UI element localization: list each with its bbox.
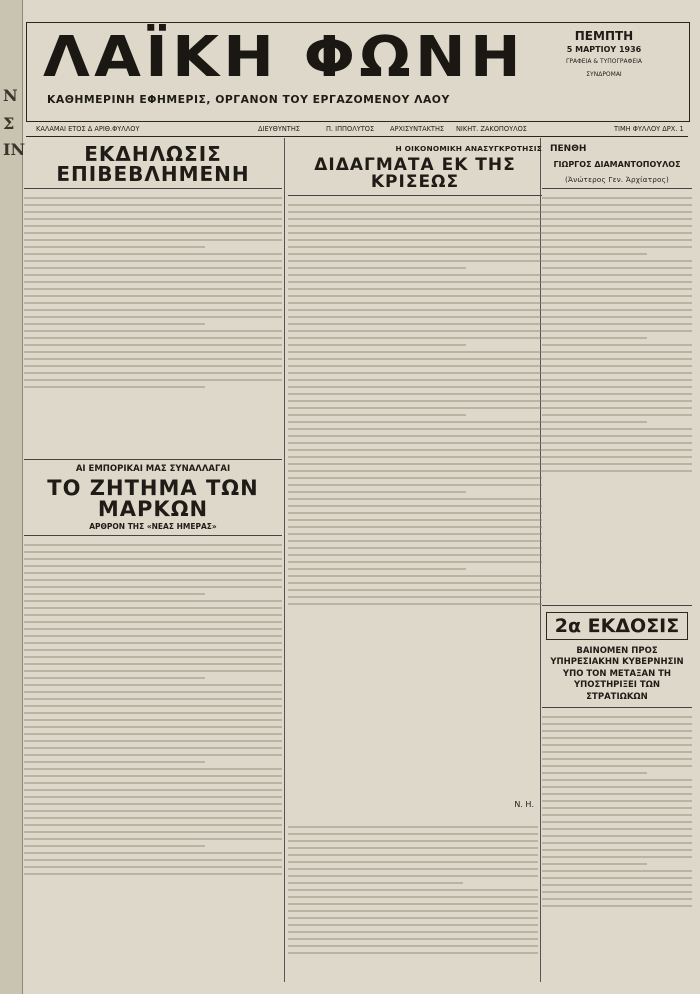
place-issue: ΚΑΛΑΜΑΙ ΕΤΟΣ Δ ΑΡΙΘ.ΦΥΛΛΟΥ: [36, 125, 140, 133]
price-label: ΤΙΜΗ ΦΥΛΛΟΥ ΔΡΧ. 1: [614, 125, 684, 133]
column-separator: [284, 138, 285, 982]
offices-label: ΓΡΑΦΕΙΑ & ΤΥΠΟΓΡΑΦΕΙΑ: [566, 58, 642, 65]
editor-name: ΝΙΚΗΤ. ΖΑΚΟΠΟΥΛΟΣ: [456, 125, 527, 133]
edition-banner: 2α ΕΚΔΟΣΙΣ: [546, 612, 688, 640]
director-label: ΔΙΕΥΘΥΝΤΗΣ: [258, 125, 300, 133]
section-label: ΑΙ ΕΜΠΟΡΙΚΑΙ ΜΑΣ ΣΥΝΑΛΛΑΓΑΙ: [75, 464, 231, 474]
masthead: [26, 22, 690, 122]
left-column: [24, 138, 282, 982]
day-label: ΠΕΜΠΤΗ: [574, 29, 634, 43]
obituary-section: ΠΕΝΘΗ: [550, 144, 587, 154]
subscriptions-label: ΣΥΝΔΡΟΜΑΙ: [586, 71, 622, 78]
article-body: [24, 540, 282, 982]
second-subtitle: ΑΡΘΡΟΝ ΤΗΣ «ΝΕΑΣ ΗΜΕΡΑΣ»: [89, 522, 217, 531]
article-signature: Ν. Η.: [514, 800, 534, 809]
page-edge: N Σ IN: [0, 0, 23, 994]
newspaper-title: ΛΑΪΚΗ ΦΩΝΗ: [43, 25, 525, 90]
info-bar: [26, 122, 688, 137]
edition-headline: ΒΑΙΝΟΜΕΝ ΠΡΟΣ ΥΠΗΡΕΣΙΑΚΗΝ ΚΥΒΕΡΝΗΣΙΝ ΥΠΟ ΤΟΝ ΜΕΤΑΞΑΝ ΤΗ ΥΠΟΣΤΗΡΙΞΕΙ ΤΩΝ ΣΤΡΑΤΙΩΚΩΝ: [550, 646, 684, 702]
date-line: 5 ΜΑΡΤΙΟΥ 1936: [566, 45, 642, 54]
middle-kicker: Η ΟΙΚΟΝΟΜΙΚΗ ΑΝΑΣΥΓΚΡΟΤΗΣΙΣ: [395, 144, 542, 153]
middle-headline: ΔΙΔΑΓΜΑΤΑ ΕΚ ΤΗΣ ΚΡΙΣΕΩΣ: [314, 155, 516, 192]
obituary-name: ΓΙΩΡΓΟΣ ΔΙΑΜΑΝΤΟΠΟΥΛΟΣ: [553, 160, 681, 169]
edition-body: [542, 712, 692, 982]
date-box: [529, 25, 679, 78]
editor-label: ΑΡΧΙΣΥΝΤΑΚΤΗΣ: [390, 125, 445, 133]
newspaper-subtitle: ΚΑΘΗΜΕΡΙΝΗ ΕΦΗΜΕΡΙΣ, ΟΡΓΑΝΟΝ ΤΟΥ ΕΡΓΑΖΟΜΕΝΟΥ ΛΑΟΥ: [47, 93, 450, 106]
second-headline: ΤΟ ΖΗΤΗΜΑ ΤΩΝ ΜΑΡΚΩΝ: [47, 476, 259, 521]
middle-column: [288, 138, 542, 818]
director-name: Π. ΙΠΠΟΛΥΤΟΣ: [326, 125, 375, 133]
right-column: [542, 138, 692, 982]
obituary-rank: (Ἀνώτερος Γεν. Ἀρχίατρος): [564, 175, 669, 184]
article-body: [24, 193, 282, 455]
obituary-body: [542, 193, 692, 601]
left-headline: ΕΚΔΗΛΩΣΙΣ ΕΠΙΒΕΒΛΗΜΕΝΗ: [56, 142, 250, 186]
article-body: [288, 200, 542, 800]
middle-bottom-articles: [288, 822, 538, 982]
